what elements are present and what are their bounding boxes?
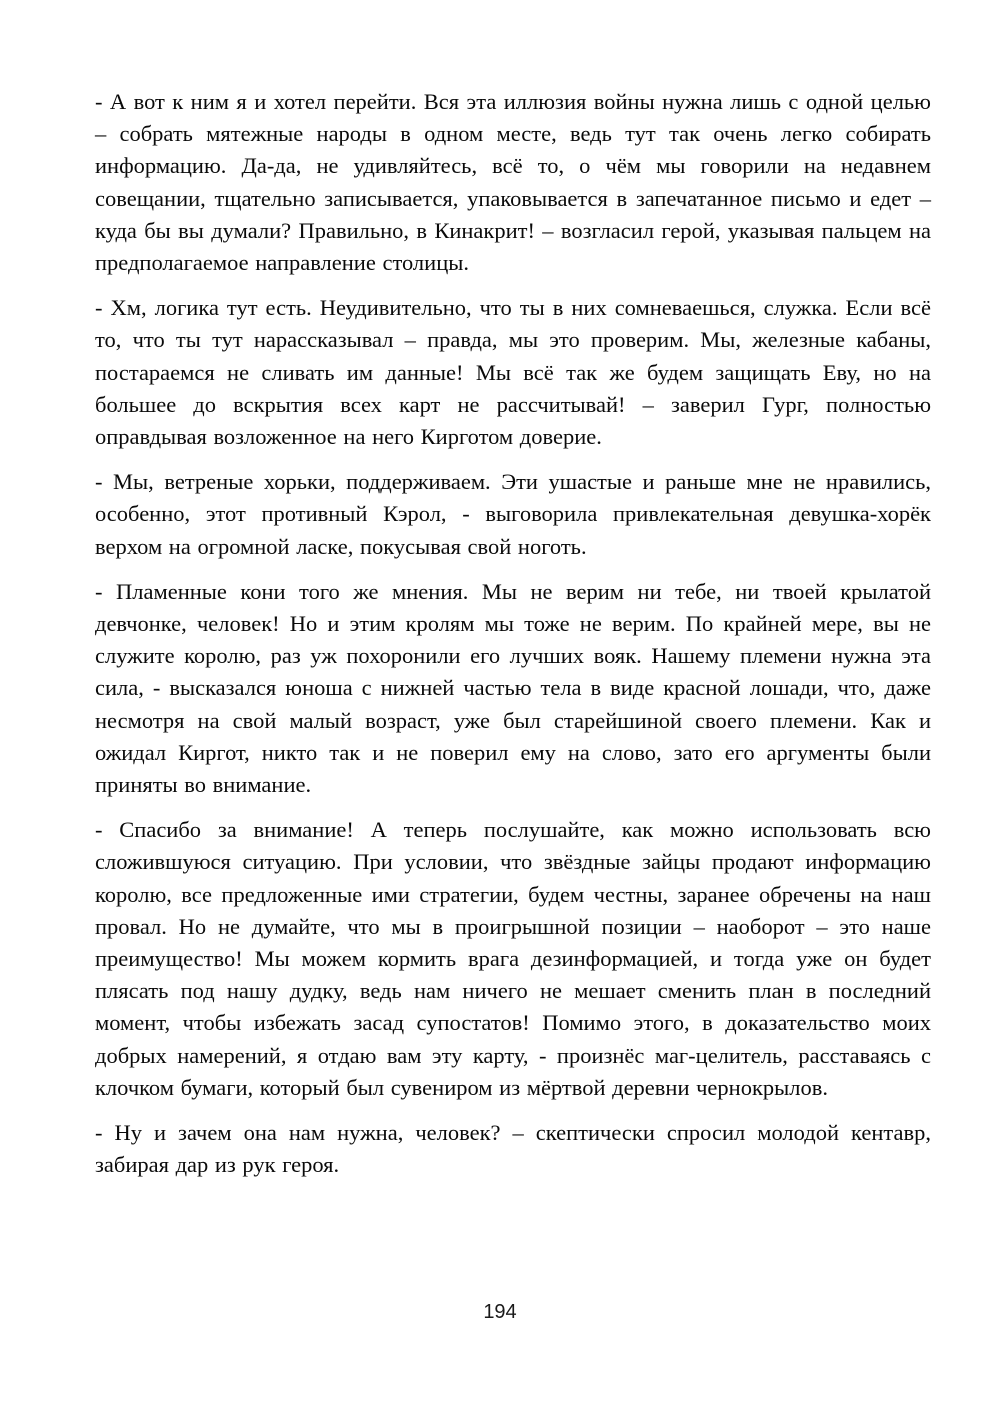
paragraph-6: - Ну и зачем она нам нужна, человек? – скептически спросил молодой кентавр, забирая дар из рук героя. [95, 1120, 931, 1178]
paragraph-4: - Пламенные кони того же мнения. Мы не верим ни тебе, ни твоей крылатой девчонке, человек! Но и этим кролям мы тоже не верим. По крайней мере, вы не служите королю, раз уж похоронили его лучших вояк. Нашему племени нужна эта сила, - высказался юноша с нижней частью тела в виде красной лошади, что, даже несмотря на свой малый возраст, уже был старейшиной своего племени. Как и ожидал Киргот, никто так и не поверил ему на слово, зато его аргументы были приняты во внимание. [95, 578, 931, 798]
paragraph-3: - Мы, ветреные хорьки, поддерживаем. Эти ушастые и раньше мне не нравились, особенно, этот противный Кэрол, - выговорила привлекательная девушка-хорёк верхом на огромной ласке, покусывая свой ноготь. [95, 469, 931, 559]
paragraph-2: - Хм, логика тут есть. Неудивительно, что ты в них сомневаешься, служка. Если всё то, что ты тут нарассказывал – правда, мы это проверим. Мы, железные кабаны, постараемся не сливать им данные! Мы всё так же будем защищать Еву, но на большее до вскрытия всех карт не рассчитывай! – заверил Гург, полностью оправдывая возложенное на него Кирготом доверие. [95, 295, 931, 450]
text-block [95, 86, 931, 1195]
page-number: 194 [483, 1301, 517, 1323]
paragraph-5: - Спасибо за внимание! А теперь послушайте, как можно использовать всю сложившуюся ситуацию. При условии, что звёздные зайцы продают информацию королю, все предложенные ими стратегии, будем честны, заранее обречены на наш провал. Но не думайте, что мы в проигрышной позиции – наоборот – это наше преимущество! Мы можем кормить врага дезинформацией, и тогда уже он будет плясать под нашу дудку, ведь нам ничего не мешает сменить план в последний момент, чтобы избежать засад супостатов! Помимо этого, в доказательство моих добрых намерений, я отдаю вам эту карту, - произнёс маг-целитель, расставаясь с клочком бумаги, который был сувениром из мёртвой деревни чернокрылов. [95, 817, 931, 1100]
paragraph-1: - А вот к ним я и хотел перейти. Вся эта иллюзия войны нужна лишь с одной целью – собрать мятежные народы в одном месте, ведь тут так очень легко собирать информацию. Да-да, не удивляйтесь, всё то, о чём мы говорили на недавнем совещании, тщательно записывается, упаковывается в запечатанное письмо и едет – куда бы вы думали? Правильно, в Кинакрит! – возгласил герой, указывая пальцем на предполагаемое направление столицы. [95, 89, 931, 276]
